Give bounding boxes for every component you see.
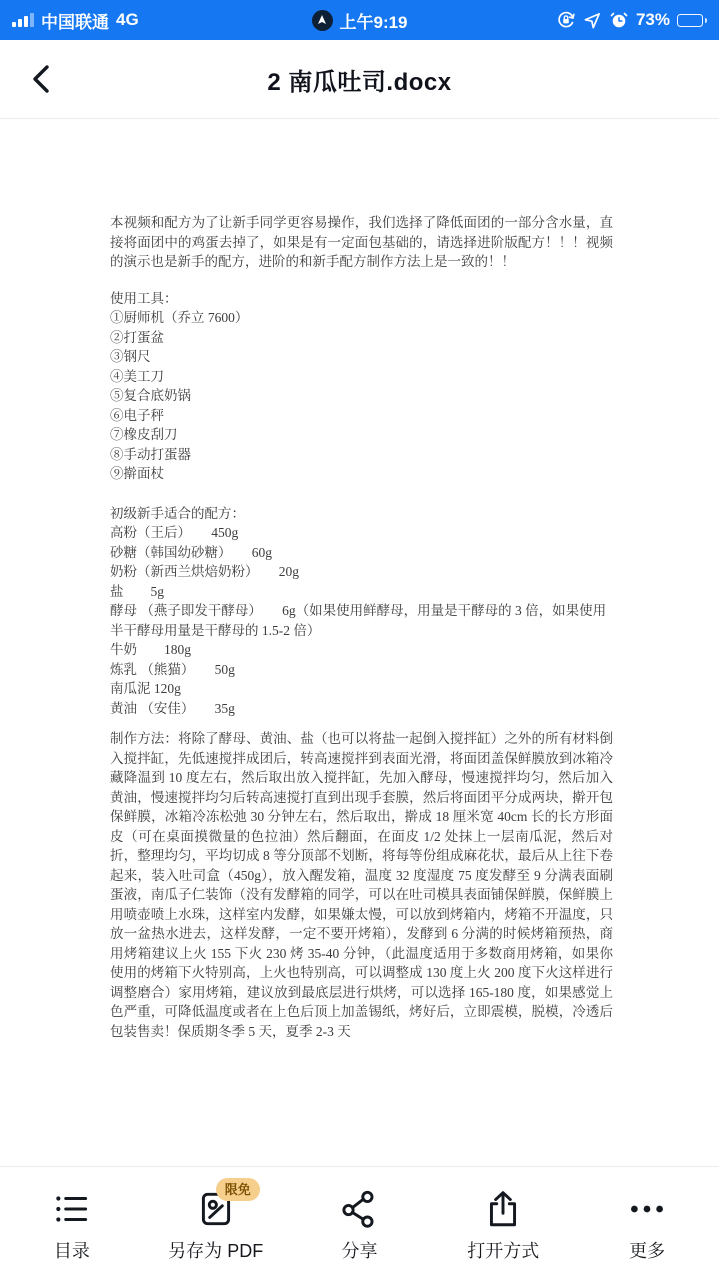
more-label: 更多 (629, 1241, 666, 1261)
recipe-line: 牛奶 180g (110, 642, 191, 657)
clock-label: 上午9:19 (339, 12, 408, 32)
tools-header: 使用工具： (110, 290, 178, 306)
status-bar-center (311, 8, 407, 33)
recipe-line: 盐 5g (110, 583, 164, 599)
recipe-line: 南瓜泥 120g (110, 681, 181, 696)
recipe-line: 炼乳 （熊猫） 50g (110, 661, 235, 677)
save-as-pdf-button[interactable] (144, 1167, 288, 1280)
recipe-line: 酵母 （燕子即发干酵母） 6g（如果使用鲜酵母，用量是干酵母的 3 倍，如果使用半干酵母用量是干酵母的 1.5-2 倍） (110, 603, 607, 638)
open-with-button[interactable] (431, 1167, 575, 1280)
open-with-icon (481, 1187, 525, 1231)
status-bar-right (556, 10, 707, 30)
limited-free-badge: 限免 (216, 1178, 260, 1201)
navigation-active-icon (311, 10, 332, 31)
recipe-line: 高粉（王后） 450g (110, 525, 239, 540)
recipe-line: 奶粉（新西兰烘焙奶粉） 20g (110, 564, 299, 579)
tool-item: ②打蛋盆 (110, 329, 164, 345)
tool-item: ⑧手动打蛋器 (110, 446, 191, 462)
bottom-toolbar (0, 1166, 719, 1280)
signal-bars-icon (12, 13, 34, 27)
tool-item: ⑨擀面杖 (110, 466, 164, 481)
open-with-label: 打开方式 (467, 1241, 540, 1261)
share-nodes-icon (337, 1187, 381, 1231)
battery-percent-label: 73% (635, 10, 670, 29)
tool-item: ⑤复合底奶锅 (110, 388, 191, 403)
more-dots-icon (625, 1187, 669, 1231)
rotation-lock-icon (556, 10, 576, 30)
battery-icon (677, 14, 707, 27)
method-paragraph: 制作方法：将除了酵母、黄油、盐（也可以将盐一起倒入搅拌缸）之外的所有材料倒入搅拌缸，先低速搅拌成团后，转高速搅拌到表面光滑，将面团盖保鲜膜放到冰箱冷藏降温到 10 度左右，然后取出放入搅拌缸，先加入酵母，慢速搅拌均匀，然后加入黄油，慢速搅拌均匀后转高速搅打直到出现手套膜，然后将面团平分成两块，擀开包保鲜膜，冰箱冷冻松弛 30 分钟左右，然后取出，擀成 18 厘米宽 40cm 长的长方形面皮（可在桌面摸微量的色拉油）然后翻面，在面皮 1/2 处抹上一层南瓜泥，然后对折，整理均匀，平均切成 8 等分顶部不划断，将每等份组成麻花状，最后从上往下卷起来，装入吐司盒（450g），放入醒发箱，温度 32 度湿度 75 度发酵至 9 分满表面刷蛋液，南瓜子仁装饰（没有发酵箱的同学，可以在吐司模具表面铺保鲜膜，保鲜膜上用喷壶喷上水珠，这样室内发酵，如果嫌太慢，可以放到烤箱内，烤箱不开温度，只放一盆热水进去，这样发酵，一定不要开烤箱），发酵到 6 分满的时候烤箱预热，商用烤箱建议上火 155 下火 230 烤 35-40 分钟，（此温度适用于多数商用烤箱，如果你使用的烤箱下火特别高，上火也特别高，可以调整成 130 度上火 200 度下火这样进行调整磨合）家用烤箱，建议放到最底层进行烘烤，可以选择 165-180 度，如果感觉上色严重，可降低温度或者在上色后顶上加盖锡纸，烤好后，立即震模，脱模，冷透后包装售卖！保质期冬季 5 天，夏季 2-3 天 (110, 731, 613, 1039)
pdf-export-icon (194, 1182, 251, 1231)
intro-paragraph: 本视频和配方为了让新手同学更容易操作，我们选择了降低面团的一部分含水量，直接将面团中的鸡蛋去掉了，如果是有一定面包基础的，请选择进阶版配方！！！视频的演示也是新手的配方，进阶的和新手配方制作方法上是一致的！！ (110, 215, 613, 269)
share-label: 分享 (341, 1241, 378, 1261)
network-type-label: 4G (116, 10, 139, 29)
recipe-header: 初级新手适合的配方： (110, 505, 245, 521)
tool-item: ⑦橡皮刮刀 (110, 427, 178, 442)
tool-item: ⑥电子秤 (110, 407, 164, 423)
status-bar-left (12, 8, 139, 33)
tool-item: ④美工刀 (110, 368, 164, 384)
more-button[interactable] (575, 1167, 719, 1280)
document-viewer[interactable] (110, 119, 613, 1041)
recipe-line: 砂糖（韩国幼砂糖） 60g (110, 544, 272, 560)
toc-list-icon (50, 1187, 94, 1231)
toc-button[interactable] (0, 1167, 144, 1280)
tool-item: ③钢尺 (110, 349, 151, 364)
save-as-pdf-label: 另存为 PDF (168, 1241, 264, 1261)
nav-bar (0, 40, 719, 119)
status-bar (0, 0, 719, 40)
recipe-line: 黄油 （安佳） 35g (110, 700, 235, 716)
carrier-label: 中国联通 (41, 12, 109, 32)
document-title: 2 南瓜吐司.docx (267, 69, 452, 96)
alarm-clock-icon (609, 10, 629, 30)
toc-label: 目录 (53, 1241, 90, 1261)
tool-item: ①厨师机（乔立 7600） (110, 310, 249, 325)
location-arrow-icon (583, 11, 602, 30)
share-button[interactable] (288, 1167, 432, 1280)
